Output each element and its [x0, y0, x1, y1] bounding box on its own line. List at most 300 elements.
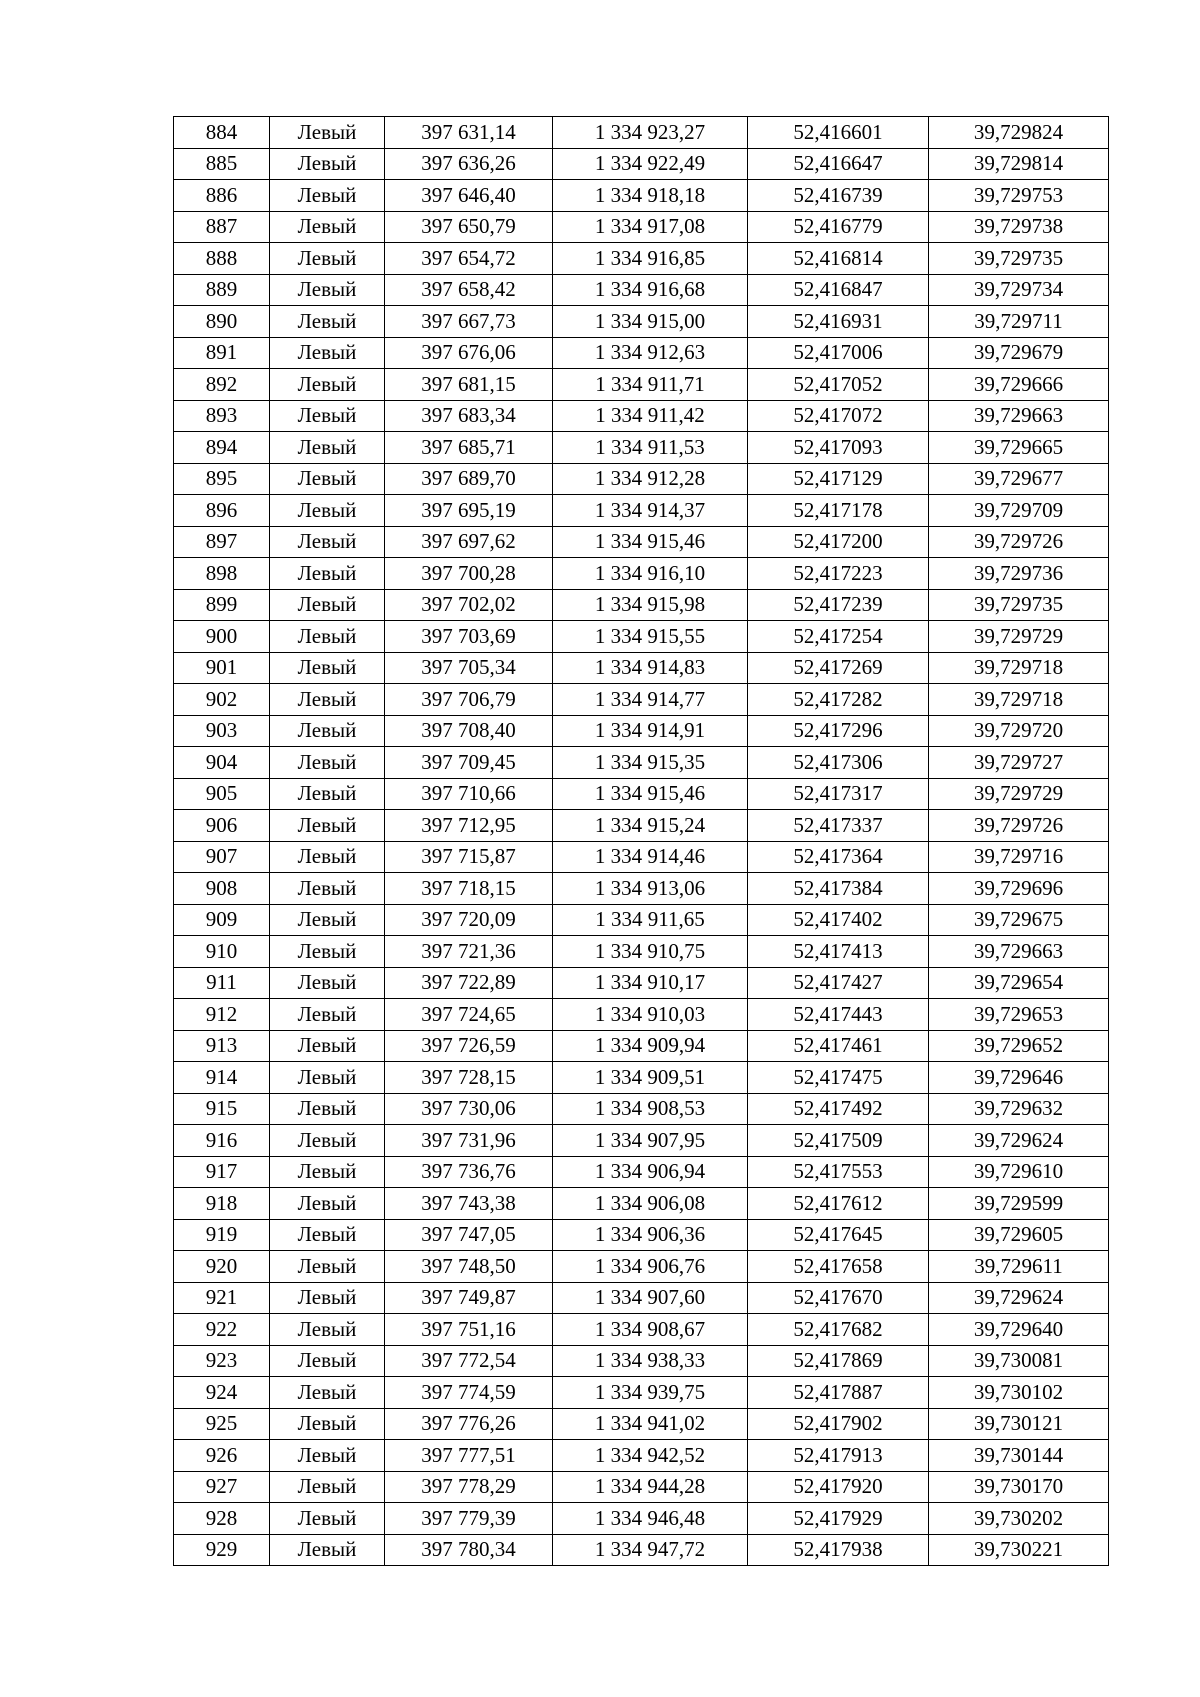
side-cell: Левый [270, 999, 385, 1031]
longitude-cell: 39,729720 [929, 715, 1109, 747]
x-coordinate-cell: 397 710,66 [385, 778, 553, 810]
y-coordinate-cell: 1 334 910,17 [553, 967, 748, 999]
latitude-cell: 52,417006 [748, 337, 929, 369]
table-row [174, 1345, 1109, 1377]
side-cell: Левый [270, 337, 385, 369]
side-cell: Левый [270, 1219, 385, 1251]
point-number-cell: 905 [174, 778, 270, 810]
x-coordinate-cell: 397 708,40 [385, 715, 553, 747]
x-coordinate-cell: 397 685,71 [385, 432, 553, 464]
point-number-cell: 922 [174, 1314, 270, 1346]
latitude-cell: 52,417254 [748, 621, 929, 653]
table-row [174, 747, 1109, 779]
point-number-cell: 921 [174, 1282, 270, 1314]
point-number-cell: 898 [174, 558, 270, 590]
side-cell: Левый [270, 1030, 385, 1062]
latitude-cell: 52,417427 [748, 967, 929, 999]
side-cell: Левый [270, 778, 385, 810]
latitude-cell: 52,417869 [748, 1345, 929, 1377]
side-cell: Левый [270, 211, 385, 243]
longitude-cell: 39,729665 [929, 432, 1109, 464]
side-cell: Левый [270, 652, 385, 684]
longitude-cell: 39,730221 [929, 1534, 1109, 1566]
x-coordinate-cell: 397 712,95 [385, 810, 553, 842]
point-number-cell: 925 [174, 1408, 270, 1440]
latitude-cell: 52,417920 [748, 1471, 929, 1503]
x-coordinate-cell: 397 731,96 [385, 1125, 553, 1157]
point-number-cell: 929 [174, 1534, 270, 1566]
y-coordinate-cell: 1 334 939,75 [553, 1377, 748, 1409]
latitude-cell: 52,417296 [748, 715, 929, 747]
latitude-cell: 52,417913 [748, 1440, 929, 1472]
latitude-cell: 52,417938 [748, 1534, 929, 1566]
longitude-cell: 39,730121 [929, 1408, 1109, 1440]
y-coordinate-cell: 1 334 914,46 [553, 841, 748, 873]
longitude-cell: 39,729736 [929, 558, 1109, 590]
longitude-cell: 39,729729 [929, 778, 1109, 810]
table-row [174, 337, 1109, 369]
longitude-cell: 39,729599 [929, 1188, 1109, 1220]
point-number-cell: 917 [174, 1156, 270, 1188]
table-row [174, 495, 1109, 527]
point-number-cell: 928 [174, 1503, 270, 1535]
x-coordinate-cell: 397 703,69 [385, 621, 553, 653]
x-coordinate-cell: 397 631,14 [385, 117, 553, 149]
table-row [174, 1282, 1109, 1314]
point-number-cell: 914 [174, 1062, 270, 1094]
side-cell: Левый [270, 432, 385, 464]
x-coordinate-cell: 397 676,06 [385, 337, 553, 369]
longitude-cell: 39,729610 [929, 1156, 1109, 1188]
latitude-cell: 52,417223 [748, 558, 929, 590]
y-coordinate-cell: 1 334 915,24 [553, 810, 748, 842]
table-row [174, 1503, 1109, 1535]
x-coordinate-cell: 397 689,70 [385, 463, 553, 495]
x-coordinate-cell: 397 724,65 [385, 999, 553, 1031]
side-cell: Левый [270, 1408, 385, 1440]
table-row [174, 180, 1109, 212]
side-cell: Левый [270, 243, 385, 275]
longitude-cell: 39,729640 [929, 1314, 1109, 1346]
point-number-cell: 897 [174, 526, 270, 558]
point-number-cell: 892 [174, 369, 270, 401]
table-row [174, 999, 1109, 1031]
y-coordinate-cell: 1 334 909,94 [553, 1030, 748, 1062]
longitude-cell: 39,729611 [929, 1251, 1109, 1283]
longitude-cell: 39,729738 [929, 211, 1109, 243]
x-coordinate-cell: 397 706,79 [385, 684, 553, 716]
x-coordinate-cell: 397 700,28 [385, 558, 553, 590]
table-row [174, 117, 1109, 149]
table-row [174, 1471, 1109, 1503]
longitude-cell: 39,730202 [929, 1503, 1109, 1535]
longitude-cell: 39,729654 [929, 967, 1109, 999]
side-cell: Левый [270, 1345, 385, 1377]
longitude-cell: 39,730144 [929, 1440, 1109, 1472]
point-number-cell: 909 [174, 904, 270, 936]
y-coordinate-cell: 1 334 918,18 [553, 180, 748, 212]
y-coordinate-cell: 1 334 915,46 [553, 526, 748, 558]
side-cell: Левый [270, 873, 385, 905]
latitude-cell: 52,417461 [748, 1030, 929, 1062]
side-cell: Левый [270, 1440, 385, 1472]
y-coordinate-cell: 1 334 906,94 [553, 1156, 748, 1188]
y-coordinate-cell: 1 334 915,46 [553, 778, 748, 810]
latitude-cell: 52,417269 [748, 652, 929, 684]
x-coordinate-cell: 397 743,38 [385, 1188, 553, 1220]
longitude-cell: 39,729677 [929, 463, 1109, 495]
longitude-cell: 39,729632 [929, 1093, 1109, 1125]
table-row [174, 463, 1109, 495]
side-cell: Левый [270, 967, 385, 999]
table-row [174, 400, 1109, 432]
coordinates-table [173, 116, 1109, 1566]
point-number-cell: 902 [174, 684, 270, 716]
point-number-cell: 920 [174, 1251, 270, 1283]
longitude-cell: 39,729824 [929, 117, 1109, 149]
longitude-cell: 39,729663 [929, 400, 1109, 432]
table-row [174, 432, 1109, 464]
table-row [174, 1030, 1109, 1062]
point-number-cell: 896 [174, 495, 270, 527]
point-number-cell: 924 [174, 1377, 270, 1409]
x-coordinate-cell: 397 646,40 [385, 180, 553, 212]
longitude-cell: 39,729734 [929, 274, 1109, 306]
latitude-cell: 52,417072 [748, 400, 929, 432]
latitude-cell: 52,417492 [748, 1093, 929, 1125]
x-coordinate-cell: 397 654,72 [385, 243, 553, 275]
table-row [174, 1125, 1109, 1157]
table-row [174, 369, 1109, 401]
table-row [174, 1219, 1109, 1251]
y-coordinate-cell: 1 334 911,42 [553, 400, 748, 432]
longitude-cell: 39,729753 [929, 180, 1109, 212]
y-coordinate-cell: 1 334 910,75 [553, 936, 748, 968]
y-coordinate-cell: 1 334 941,02 [553, 1408, 748, 1440]
x-coordinate-cell: 397 730,06 [385, 1093, 553, 1125]
point-number-cell: 887 [174, 211, 270, 243]
point-number-cell: 891 [174, 337, 270, 369]
y-coordinate-cell: 1 334 911,65 [553, 904, 748, 936]
latitude-cell: 52,417887 [748, 1377, 929, 1409]
latitude-cell: 52,417239 [748, 589, 929, 621]
latitude-cell: 52,416601 [748, 117, 929, 149]
longitude-cell: 39,729679 [929, 337, 1109, 369]
point-number-cell: 899 [174, 589, 270, 621]
latitude-cell: 52,417682 [748, 1314, 929, 1346]
x-coordinate-cell: 397 636,26 [385, 148, 553, 180]
x-coordinate-cell: 397 778,29 [385, 1471, 553, 1503]
longitude-cell: 39,729729 [929, 621, 1109, 653]
y-coordinate-cell: 1 334 909,51 [553, 1062, 748, 1094]
x-coordinate-cell: 397 667,73 [385, 306, 553, 338]
longitude-cell: 39,729711 [929, 306, 1109, 338]
y-coordinate-cell: 1 334 908,67 [553, 1314, 748, 1346]
x-coordinate-cell: 397 776,26 [385, 1408, 553, 1440]
y-coordinate-cell: 1 334 917,08 [553, 211, 748, 243]
x-coordinate-cell: 397 736,76 [385, 1156, 553, 1188]
longitude-cell: 39,729666 [929, 369, 1109, 401]
latitude-cell: 52,416814 [748, 243, 929, 275]
point-number-cell: 918 [174, 1188, 270, 1220]
latitude-cell: 52,417384 [748, 873, 929, 905]
y-coordinate-cell: 1 334 913,06 [553, 873, 748, 905]
latitude-cell: 52,417509 [748, 1125, 929, 1157]
point-number-cell: 926 [174, 1440, 270, 1472]
latitude-cell: 52,417413 [748, 936, 929, 968]
side-cell: Левый [270, 1377, 385, 1409]
table-row [174, 1093, 1109, 1125]
side-cell: Левый [270, 1471, 385, 1503]
y-coordinate-cell: 1 334 906,08 [553, 1188, 748, 1220]
side-cell: Левый [270, 526, 385, 558]
longitude-cell: 39,729727 [929, 747, 1109, 779]
side-cell: Левый [270, 936, 385, 968]
latitude-cell: 52,417553 [748, 1156, 929, 1188]
x-coordinate-cell: 397 774,59 [385, 1377, 553, 1409]
latitude-cell: 52,417670 [748, 1282, 929, 1314]
y-coordinate-cell: 1 334 916,85 [553, 243, 748, 275]
side-cell: Левый [270, 1314, 385, 1346]
point-number-cell: 912 [174, 999, 270, 1031]
side-cell: Левый [270, 684, 385, 716]
y-coordinate-cell: 1 334 916,10 [553, 558, 748, 590]
side-cell: Левый [270, 1156, 385, 1188]
latitude-cell: 52,417475 [748, 1062, 929, 1094]
y-coordinate-cell: 1 334 911,71 [553, 369, 748, 401]
longitude-cell: 39,730170 [929, 1471, 1109, 1503]
y-coordinate-cell: 1 334 923,27 [553, 117, 748, 149]
side-cell: Левый [270, 1125, 385, 1157]
point-number-cell: 895 [174, 463, 270, 495]
table-row [174, 1408, 1109, 1440]
side-cell: Левый [270, 1282, 385, 1314]
side-cell: Левый [270, 495, 385, 527]
latitude-cell: 52,417443 [748, 999, 929, 1031]
y-coordinate-cell: 1 334 947,72 [553, 1534, 748, 1566]
x-coordinate-cell: 397 718,15 [385, 873, 553, 905]
y-coordinate-cell: 1 334 915,55 [553, 621, 748, 653]
latitude-cell: 52,417317 [748, 778, 929, 810]
side-cell: Левый [270, 463, 385, 495]
x-coordinate-cell: 397 697,62 [385, 526, 553, 558]
x-coordinate-cell: 397 751,16 [385, 1314, 553, 1346]
y-coordinate-cell: 1 334 916,68 [553, 274, 748, 306]
point-number-cell: 888 [174, 243, 270, 275]
point-number-cell: 900 [174, 621, 270, 653]
point-number-cell: 927 [174, 1471, 270, 1503]
table-row [174, 1062, 1109, 1094]
side-cell: Левый [270, 1534, 385, 1566]
side-cell: Левый [270, 1062, 385, 1094]
latitude-cell: 52,417282 [748, 684, 929, 716]
point-number-cell: 913 [174, 1030, 270, 1062]
y-coordinate-cell: 1 334 907,95 [553, 1125, 748, 1157]
longitude-cell: 39,729716 [929, 841, 1109, 873]
point-number-cell: 904 [174, 747, 270, 779]
y-coordinate-cell: 1 334 914,91 [553, 715, 748, 747]
latitude-cell: 52,417645 [748, 1219, 929, 1251]
y-coordinate-cell: 1 334 942,52 [553, 1440, 748, 1472]
latitude-cell: 52,416779 [748, 211, 929, 243]
longitude-cell: 39,729726 [929, 526, 1109, 558]
table-row [174, 1188, 1109, 1220]
point-number-cell: 893 [174, 400, 270, 432]
side-cell: Левый [270, 1251, 385, 1283]
point-number-cell: 919 [174, 1219, 270, 1251]
longitude-cell: 39,729726 [929, 810, 1109, 842]
longitude-cell: 39,729605 [929, 1219, 1109, 1251]
latitude-cell: 52,417093 [748, 432, 929, 464]
longitude-cell: 39,729696 [929, 873, 1109, 905]
longitude-cell: 39,730102 [929, 1377, 1109, 1409]
table-row [174, 1534, 1109, 1566]
latitude-cell: 52,417200 [748, 526, 929, 558]
point-number-cell: 890 [174, 306, 270, 338]
longitude-cell: 39,729718 [929, 652, 1109, 684]
x-coordinate-cell: 397 728,15 [385, 1062, 553, 1094]
x-coordinate-cell: 397 721,36 [385, 936, 553, 968]
x-coordinate-cell: 397 705,34 [385, 652, 553, 684]
side-cell: Левый [270, 558, 385, 590]
y-coordinate-cell: 1 334 911,53 [553, 432, 748, 464]
side-cell: Левый [270, 589, 385, 621]
table-row [174, 621, 1109, 653]
side-cell: Левый [270, 904, 385, 936]
longitude-cell: 39,729735 [929, 589, 1109, 621]
table-row [174, 148, 1109, 180]
x-coordinate-cell: 397 726,59 [385, 1030, 553, 1062]
point-number-cell: 884 [174, 117, 270, 149]
longitude-cell: 39,730081 [929, 1345, 1109, 1377]
x-coordinate-cell: 397 683,34 [385, 400, 553, 432]
latitude-cell: 52,417929 [748, 1503, 929, 1535]
y-coordinate-cell: 1 334 908,53 [553, 1093, 748, 1125]
table-row [174, 967, 1109, 999]
x-coordinate-cell: 397 748,50 [385, 1251, 553, 1283]
point-number-cell: 894 [174, 432, 270, 464]
table-row [174, 904, 1109, 936]
y-coordinate-cell: 1 334 946,48 [553, 1503, 748, 1535]
side-cell: Левый [270, 1503, 385, 1535]
x-coordinate-cell: 397 772,54 [385, 1345, 553, 1377]
longitude-cell: 39,729624 [929, 1282, 1109, 1314]
longitude-cell: 39,729675 [929, 904, 1109, 936]
side-cell: Левый [270, 841, 385, 873]
latitude-cell: 52,416739 [748, 180, 929, 212]
point-number-cell: 908 [174, 873, 270, 905]
table-row [174, 873, 1109, 905]
y-coordinate-cell: 1 334 922,49 [553, 148, 748, 180]
longitude-cell: 39,729663 [929, 936, 1109, 968]
table-row [174, 1156, 1109, 1188]
y-coordinate-cell: 1 334 915,00 [553, 306, 748, 338]
table-row [174, 715, 1109, 747]
point-number-cell: 903 [174, 715, 270, 747]
coordinates-table-body [174, 117, 1109, 1566]
latitude-cell: 52,417337 [748, 810, 929, 842]
latitude-cell: 52,417178 [748, 495, 929, 527]
y-coordinate-cell: 1 334 915,98 [553, 589, 748, 621]
latitude-cell: 52,417364 [748, 841, 929, 873]
y-coordinate-cell: 1 334 906,76 [553, 1251, 748, 1283]
point-number-cell: 911 [174, 967, 270, 999]
latitude-cell: 52,417129 [748, 463, 929, 495]
side-cell: Левый [270, 810, 385, 842]
side-cell: Левый [270, 1188, 385, 1220]
x-coordinate-cell: 397 715,87 [385, 841, 553, 873]
latitude-cell: 52,417052 [748, 369, 929, 401]
x-coordinate-cell: 397 681,15 [385, 369, 553, 401]
point-number-cell: 889 [174, 274, 270, 306]
latitude-cell: 52,417306 [748, 747, 929, 779]
side-cell: Левый [270, 117, 385, 149]
x-coordinate-cell: 397 720,09 [385, 904, 553, 936]
latitude-cell: 52,416847 [748, 274, 929, 306]
longitude-cell: 39,729624 [929, 1125, 1109, 1157]
table-row [174, 936, 1109, 968]
latitude-cell: 52,416931 [748, 306, 929, 338]
point-number-cell: 916 [174, 1125, 270, 1157]
y-coordinate-cell: 1 334 914,37 [553, 495, 748, 527]
side-cell: Левый [270, 715, 385, 747]
point-number-cell: 910 [174, 936, 270, 968]
latitude-cell: 52,417902 [748, 1408, 929, 1440]
latitude-cell: 52,417612 [748, 1188, 929, 1220]
table-row [174, 810, 1109, 842]
y-coordinate-cell: 1 334 944,28 [553, 1471, 748, 1503]
point-number-cell: 907 [174, 841, 270, 873]
table-row [174, 684, 1109, 716]
table-row [174, 1377, 1109, 1409]
side-cell: Левый [270, 148, 385, 180]
table-row [174, 211, 1109, 243]
point-number-cell: 923 [174, 1345, 270, 1377]
x-coordinate-cell: 397 779,39 [385, 1503, 553, 1535]
y-coordinate-cell: 1 334 914,77 [553, 684, 748, 716]
x-coordinate-cell: 397 722,89 [385, 967, 553, 999]
table-row [174, 841, 1109, 873]
point-number-cell: 906 [174, 810, 270, 842]
latitude-cell: 52,416647 [748, 148, 929, 180]
longitude-cell: 39,729653 [929, 999, 1109, 1031]
table-row [174, 526, 1109, 558]
side-cell: Левый [270, 306, 385, 338]
y-coordinate-cell: 1 334 915,35 [553, 747, 748, 779]
side-cell: Левый [270, 274, 385, 306]
y-coordinate-cell: 1 334 938,33 [553, 1345, 748, 1377]
longitude-cell: 39,729735 [929, 243, 1109, 275]
x-coordinate-cell: 397 695,19 [385, 495, 553, 527]
latitude-cell: 52,417658 [748, 1251, 929, 1283]
table-row [174, 1251, 1109, 1283]
y-coordinate-cell: 1 334 906,36 [553, 1219, 748, 1251]
side-cell: Левый [270, 747, 385, 779]
table-row [174, 243, 1109, 275]
table-row [174, 1440, 1109, 1472]
point-number-cell: 886 [174, 180, 270, 212]
x-coordinate-cell: 397 749,87 [385, 1282, 553, 1314]
table-row [174, 1314, 1109, 1346]
y-coordinate-cell: 1 334 907,60 [553, 1282, 748, 1314]
point-number-cell: 915 [174, 1093, 270, 1125]
y-coordinate-cell: 1 334 912,63 [553, 337, 748, 369]
side-cell: Левый [270, 400, 385, 432]
longitude-cell: 39,729709 [929, 495, 1109, 527]
longitude-cell: 39,729652 [929, 1030, 1109, 1062]
x-coordinate-cell: 397 747,05 [385, 1219, 553, 1251]
x-coordinate-cell: 397 780,34 [385, 1534, 553, 1566]
